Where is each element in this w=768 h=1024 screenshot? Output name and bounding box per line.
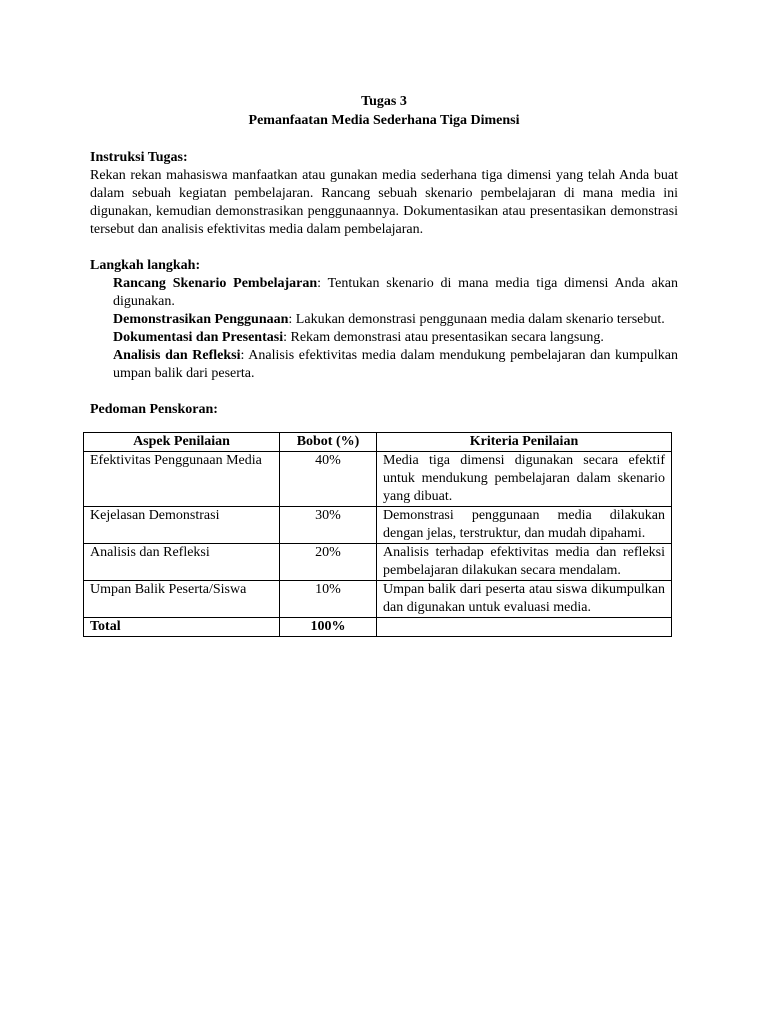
cell-kriteria: Demonstrasi penggunaan media dilakukan dengan jelas, terstruktur, dan mudah dipahami. (377, 507, 672, 544)
cell-kriteria: Analisis terhadap efektivitas media dan refleksi pembelajaran dilakukan secara mendalam. (377, 544, 672, 581)
cell-aspek: Kejelasan Demonstrasi (84, 507, 280, 544)
cell-kriteria: Media tiga dimensi digunakan secara efektif untuk mendukung pembelajaran dalam skenario yang dibuat. (377, 452, 672, 507)
cell-aspek: Umpan Balik Peserta/Siswa (84, 581, 280, 618)
document-subtitle: Pemanfaatan Media Sederhana Tiga Dimensi (248, 113, 520, 128)
steps-section (90, 257, 678, 383)
header-bobot: Bobot (%) (280, 433, 377, 452)
header-kriteria: Kriteria Penilaian (377, 433, 672, 452)
step-text: : Analisis efektivitas media dalam mendukung pembelajaran dan kumpulkan umpan balik dari peserta. (113, 348, 678, 381)
step-label: Rancang Skenario Pembelajaran (113, 276, 318, 291)
steps-heading: Langkah langkah: (90, 258, 201, 273)
header-aspek: Aspek Penilaian (84, 433, 280, 452)
instructions-section (90, 149, 678, 239)
step-text: : Lakukan demonstrasi penggunaan media dalam skenario tersebut. (288, 312, 665, 327)
table-row (84, 581, 672, 618)
scoring-section (90, 401, 678, 419)
total-bobot: 100% (280, 618, 377, 637)
cell-aspek: Analisis dan Refleksi (84, 544, 280, 581)
instructions-body: Rekan rekan mahasiswa manfaatkan atau gunakan media sederhana tiga dimensi yang telah Anda buat dalam sebuah kegiatan pembelajaran. Rancang sebuah skenario pembelajaran di mana media ini digunakan, kemudian demonstrasikan penggunaannya. Dokumentasikan atau presentasikan demonstrasi tersebut dan analisis efektivitas media dalam pembelajaran. (90, 168, 678, 237)
table-row (84, 544, 672, 581)
step-text: : Tentukan skenario di mana media tiga dimensi Anda akan digunakan. (113, 276, 678, 309)
step-text: : Rekam demonstrasi atau presentasikan secara langsung. (283, 330, 604, 345)
cell-aspek: Efektivitas Penggunaan Media (84, 452, 280, 507)
step-item (113, 311, 678, 329)
table-row (84, 507, 672, 544)
cell-bobot: 30% (280, 507, 377, 544)
cell-bobot: 40% (280, 452, 377, 507)
total-kriteria (377, 618, 672, 637)
title-block (90, 93, 678, 131)
step-label: Analisis dan Refleksi (113, 348, 241, 363)
step-item (113, 329, 678, 347)
instructions-heading: Instruksi Tugas: (90, 150, 188, 165)
total-row (84, 618, 672, 637)
steps-list (113, 275, 678, 383)
scoring-table (83, 432, 672, 637)
document-page (90, 93, 678, 419)
scoring-heading: Pedoman Penskoran: (90, 402, 218, 417)
document-title: Tugas 3 (361, 94, 407, 109)
step-label: Dokumentasi dan Presentasi (113, 330, 284, 345)
step-item (113, 347, 678, 383)
table-header-row (84, 433, 672, 452)
cell-bobot: 10% (280, 581, 377, 618)
step-label: Demonstrasikan Penggunaan (113, 312, 289, 327)
cell-bobot: 20% (280, 544, 377, 581)
cell-kriteria: Umpan balik dari peserta atau siswa dikumpulkan dan digunakan untuk evaluasi media. (377, 581, 672, 618)
step-item (113, 275, 678, 311)
table-row (84, 452, 672, 507)
total-label: Total (84, 618, 280, 637)
